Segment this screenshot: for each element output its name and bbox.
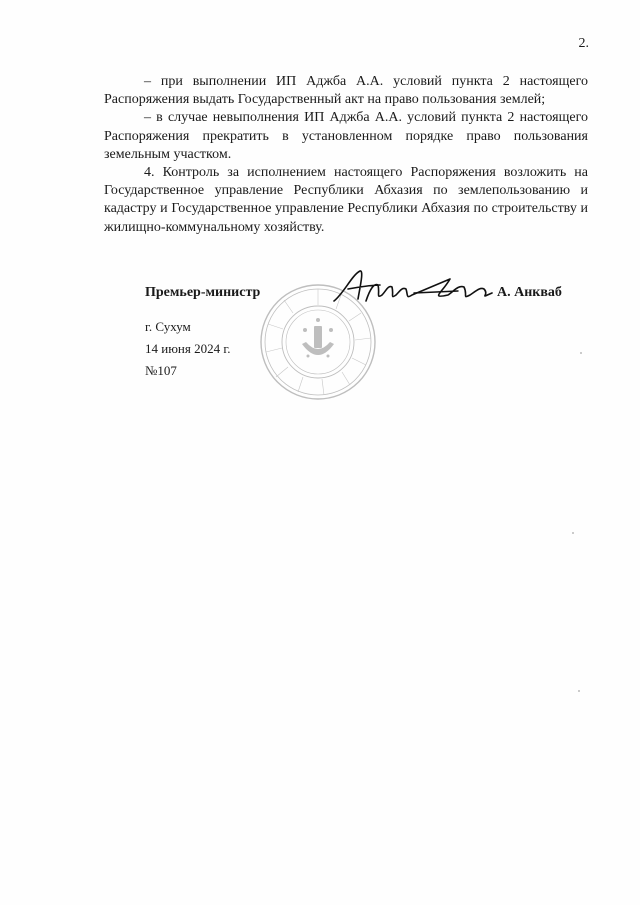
scan-speck <box>572 532 574 534</box>
page-number: 2. <box>578 36 589 51</box>
signature-block <box>0 283 640 307</box>
paragraph-issue-act: – при выполнении ИП Аджба А.А. условий пункта 2 настоящего Распоряжения выдать Государственный акт на право пользования землей; <box>104 74 588 108</box>
document-number: №107 <box>145 363 177 378</box>
paragraph-terminate-use: – в случае невыполнения ИП Аджба А.А. условий пункта 2 настоящего Распоряжения прекратить в установленном порядке право пользования земельным участком. <box>104 110 588 162</box>
scan-speck <box>578 690 580 692</box>
document-date: 14 июня 2024 г. <box>145 341 231 356</box>
document-body <box>104 73 588 237</box>
signatory-name: А. Анкваб <box>497 285 562 300</box>
document-place: г. Сухум <box>145 319 191 334</box>
paragraph-control: 4. Контроль за исполнением настоящего Распоряжения возложить на Государственное управление Республики Абхазия по землепользованию и кадастру и Государственное управление Республики Абхазия по строительству и жилищно-коммунальному хозяйству. <box>104 165 588 235</box>
signatory-title: Премьер-министр <box>145 285 261 300</box>
scan-speck <box>580 352 582 354</box>
